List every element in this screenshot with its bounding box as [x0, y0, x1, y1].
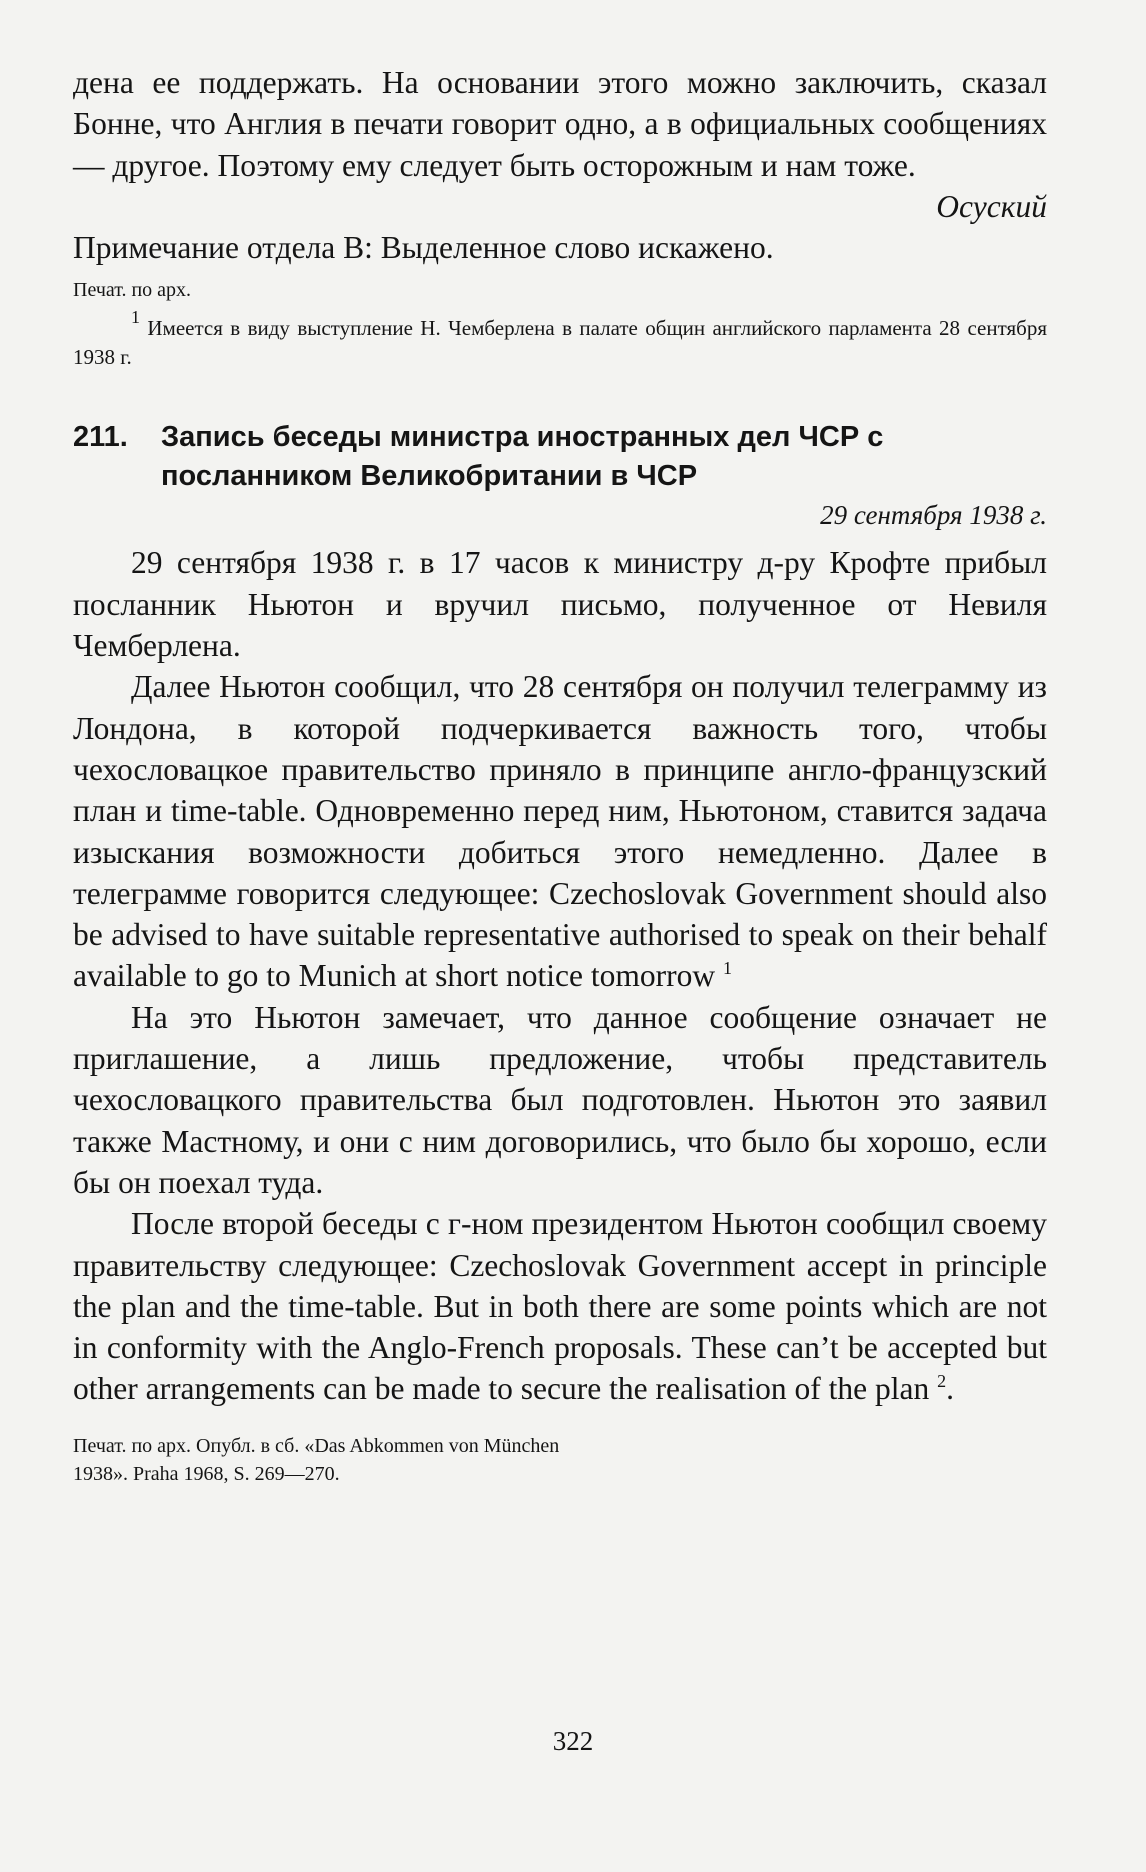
document-title: Запись беседы министра иностранных дел ЧСР с посланником Великобритании в ЧСР	[161, 421, 884, 493]
document-paragraph-4: После второй беседы с г-ном президентом Ньютон сообщил своему правительству следующее: Czechoslovak Government accept in principle the plan and the time-table. But in both there are some points which are not in conformity with the Anglo-French proposals. These can’t be accepted but other arrangements can be made to secure the realisation of the plan $^2$.	[73, 1206, 1047, 1407]
document-date: 29 сентября 1938 г.	[820, 500, 1047, 531]
page-number: 322	[552, 1726, 594, 1756]
document-paragraph-4-text: После второй беседы с г-ном президентом Ньютон сообщил своему правительству следующее: Czechoslovak Government accept in principle the plan and the time-table. But in both there are some points which are not in conformity with the Anglo-French proposals. These can’t be accepted but other arrangements can be made to secure the realisation of the plan	[73, 1206, 1047, 1407]
footnote-text: Имеется в виду выступление Н. Чемберлена в палате общин английского парламента 28 сентября 1938 г.	[73, 316, 1047, 370]
document-paragraph-3: На это Ньютон замечает, что данное сообщение означает не приглашение, а лишь предложение, чтобы представитель чехословацкого правительства был подготовлен. Ньютон это заявил также Мастному, и они с ним договорились, что было бы хорошо, если бы он поехал туда.	[73, 999, 1047, 1200]
archive-source-note: Печат. по арх.	[73, 279, 192, 302]
publication-source: Печат. по арх. Опубл. в сб. «Das Abkommen von München 1938». Praha 1968, S. 269—270.	[73, 1434, 560, 1485]
document-paragraph-1: 29 сентября 1938 г. в 17 часов к министру д-ру Крофте прибыл посланник Ньютон и вручил письмо, полученное от Невиля Чемберлена.	[73, 545, 1047, 664]
footnote-ref-2: 2	[937, 1371, 947, 1392]
footnote	[73, 307, 1047, 372]
department-note: Примечание отдела В: Выделенное слово искажено.	[73, 230, 774, 266]
document-paragraph-2-text: Далее Ньютон сообщил, что 28 сентября он получил телеграмму из Лондона, в которой подчеркивается важность того, чтобы чехословацкое правительство приняло в принципе англо-французский план и time-table. Одновременно перед ним, Ньютоном, ставится задача изыскания возможности добиться этого немедленно. Далее в телеграмме говорится следующее: Czechoslovak Government should also be advised to have suitable representative authorised to speak on their behalf available to go to Munich at short notice tomorrow	[73, 669, 1047, 994]
document-number: 211.	[73, 421, 128, 454]
document-paragraph-2	[73, 666, 1047, 996]
footnote-ref-1: 1	[722, 958, 732, 979]
footnote-mark: 1	[131, 307, 140, 328]
document-heading	[73, 418, 1047, 496]
signature: Осуский	[936, 188, 1047, 224]
book-page	[73, 62, 1047, 1488]
continuation-paragraph: дена ее поддержать. На основании этого можно заключить, сказал Бонне, что Англия в печати говорит одно, а в официальных сообщениях — другое. Поэтому ему следует быть осторожным и нам тоже.	[73, 65, 1047, 183]
